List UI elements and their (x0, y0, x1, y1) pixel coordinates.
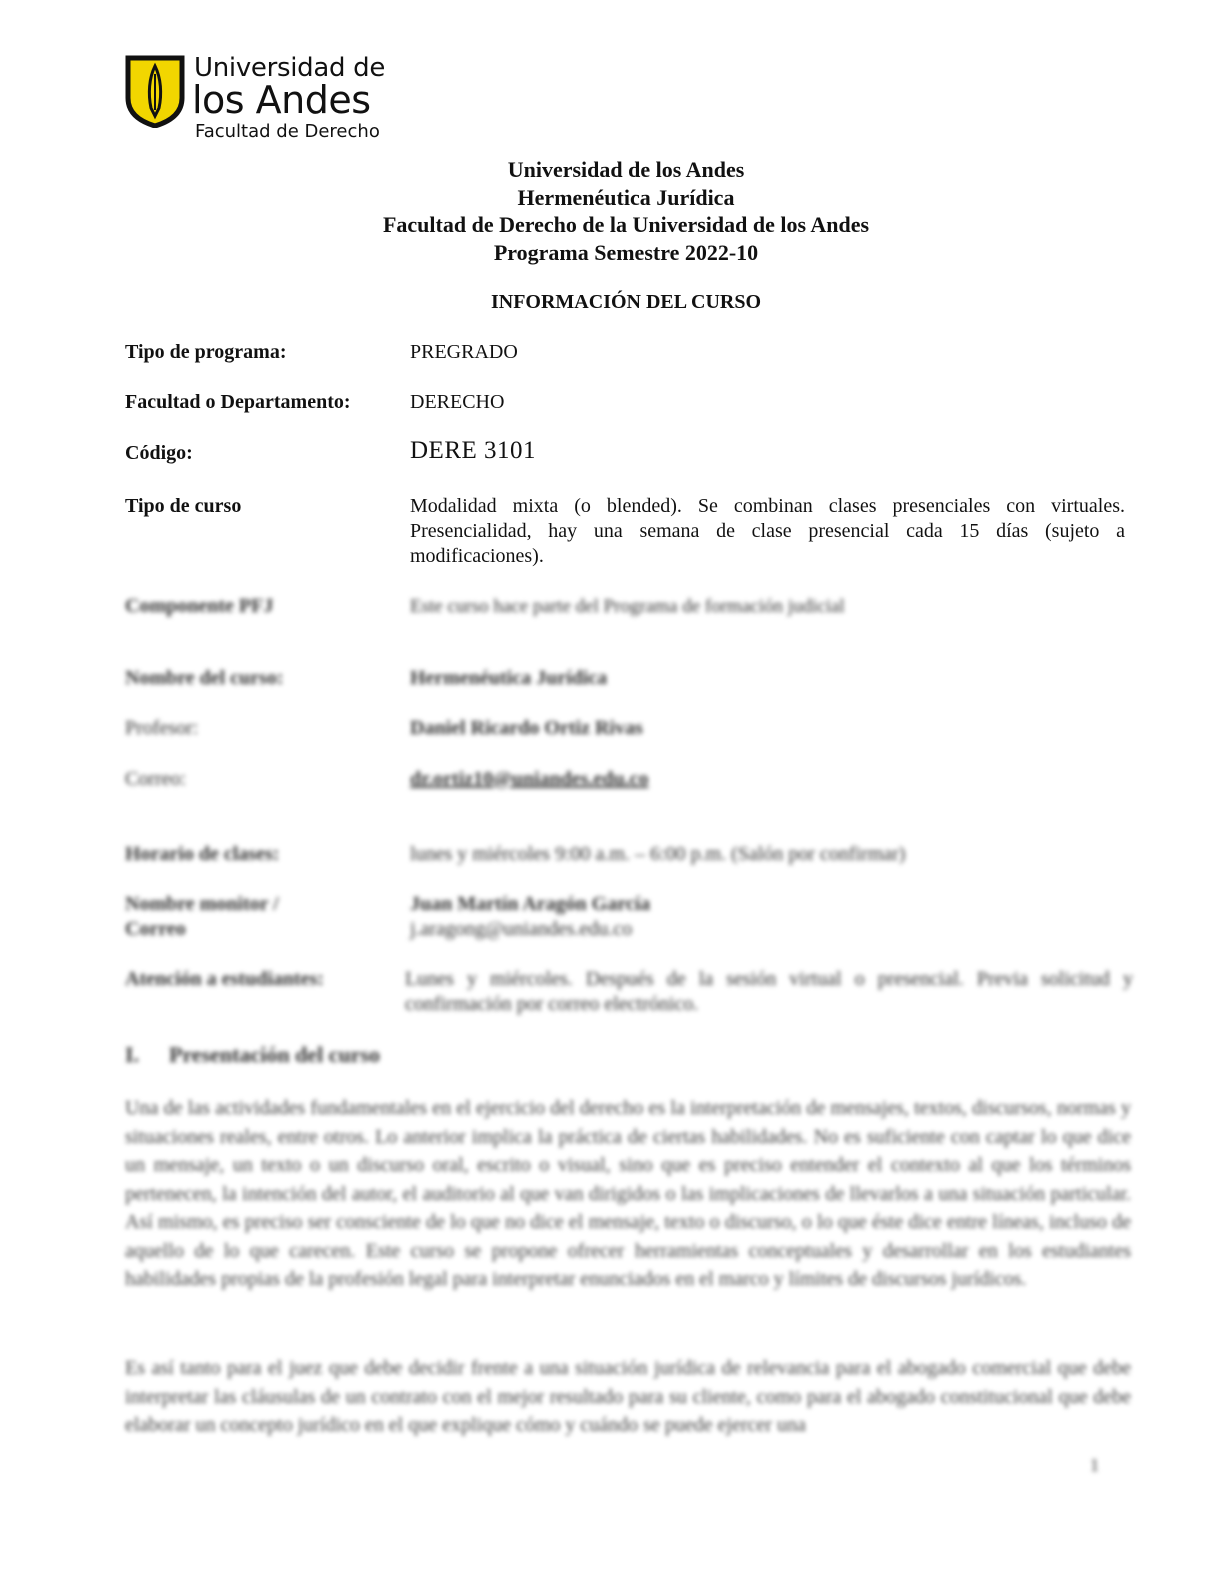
label-monitor-correo: Correo (125, 918, 186, 940)
page-number: 1 (1090, 1455, 1099, 1475)
section-heading (125, 1042, 380, 1068)
university-logo (124, 52, 386, 144)
value-correo: dr.ortiz10@uniandes.edu.co (410, 768, 649, 790)
paragraph-presentation-2: Es así tanto para el juez que debe decidir frente a una situación jurídica de relevancia para el abogado comercial que debe interpretar las cláusulas de un contrato con el mejor resultado para su cliente, como para el abogado constitucional que debe elaborar un concepto jurídico en el que explique cómo y cuándo se puede ejercer una (125, 1357, 1131, 1436)
row-nombre-curso (125, 666, 1125, 692)
logo-text-line1: Universidad de (194, 53, 386, 83)
label-tipo-programa: Tipo de programa: (125, 341, 287, 363)
heading-program: Programa Semestre 2022-10 (493, 239, 759, 265)
label-nombre-curso: Nombre del curso: (125, 667, 284, 689)
row-facultad (125, 390, 1125, 416)
value-profesor: Daniel Ricardo Ortiz Rivas (410, 717, 643, 739)
row-tipo-curso (125, 494, 1125, 570)
value-codigo: DERE 3101 (410, 437, 537, 464)
label-monitor: Nombre monitor / (125, 893, 279, 915)
label-atencion: Atención a estudiantes: (125, 968, 324, 990)
document-heading (0, 156, 1224, 266)
value-facultad: DERECHO (410, 391, 505, 413)
row-monitor (125, 892, 1125, 944)
row-tipo-programa (125, 340, 1125, 366)
value-monitor: Juan Martín Aragón García (410, 893, 651, 915)
row-profesor (125, 716, 1125, 742)
value-tipo-curso: Modalidad mixta (o blended). Se combinan clases presenciales con virtuales. Presencialidad, hay una semana de clase presencial cada 15 días (sujeto a modificaciones). (410, 495, 1125, 567)
label-horario: Horario de clases: (125, 843, 280, 865)
label-facultad: Facultad o Departamento: (125, 391, 351, 413)
info-section-title: INFORMACIÓN DEL CURSO (490, 291, 762, 313)
heading-faculty: Facultad de Derecho de la Universidad de los Andes (382, 212, 870, 237)
value-horario: lunes y miércoles 9:00 a.m. – 6:00 p.m. (Salón por confirmar) (410, 843, 906, 865)
row-componente (125, 594, 1125, 620)
row-codigo (125, 437, 1125, 471)
value-monitor-correo: j.aragong@uniandes.edu.co (410, 918, 633, 940)
value-nombre-curso: Hermenéutica Jurídica (410, 667, 608, 689)
label-tipo-curso: Tipo de curso (125, 495, 242, 517)
university-shield-icon (124, 54, 186, 128)
row-correo (125, 767, 1125, 797)
paragraph-presentation-1: Una de las actividades fundamentales en el ejercicio del derecho es la interpretación de mensajes, textos, discursos, normas y situaciones reales, entre otros. Lo anterior implica la práctica de ciertas habilidades. No es suficiente con captar lo que dice un mensaje, un texto o un discurso oral, escrito o visual, sino que es preciso entender el contexto al que los términos pertenecen, la intención del autor, el auditorio al que van dirigidos o las implicaciones de llevarlos a una situación particular. Así mismo, es preciso ser consciente de lo que no dice el mensaje, texto o discurso, o lo que éste dice entre líneas, incluso de aquello de lo que carecen. Este curso se propone ofrecer herramientas conceptuales y desarrollar en los estudiantes habilidades propias de la profesión legal para interpretar enunciados en el marco y límites de discursos jurídicos. (125, 1097, 1131, 1290)
label-profesor: Profesor: (125, 717, 199, 739)
logo-text-line3: Facultad de Derecho (195, 121, 380, 142)
heading-university: Universidad de los Andes (507, 157, 745, 182)
section-title: Presentación del curso (169, 1042, 381, 1067)
label-correo: Correo: (125, 768, 187, 790)
logo-text-line2: los Andes (192, 78, 371, 122)
value-componente: Este curso hace parte del Programa de formación judicial (410, 596, 845, 617)
heading-course: Hermenéutica Jurídica (517, 184, 735, 210)
label-codigo: Código: (125, 442, 193, 464)
row-horario (125, 842, 1125, 868)
row-atencion (125, 967, 1133, 1019)
label-componente: Componente PFJ (125, 595, 274, 617)
section-number: I. (125, 1042, 140, 1067)
value-tipo-programa: PREGRADO (410, 341, 518, 363)
value-atencion: Lunes y miércoles. Después de la sesión virtual o presencial. Previa solicitud y confirmación por correo electrónico. (405, 968, 1133, 1015)
